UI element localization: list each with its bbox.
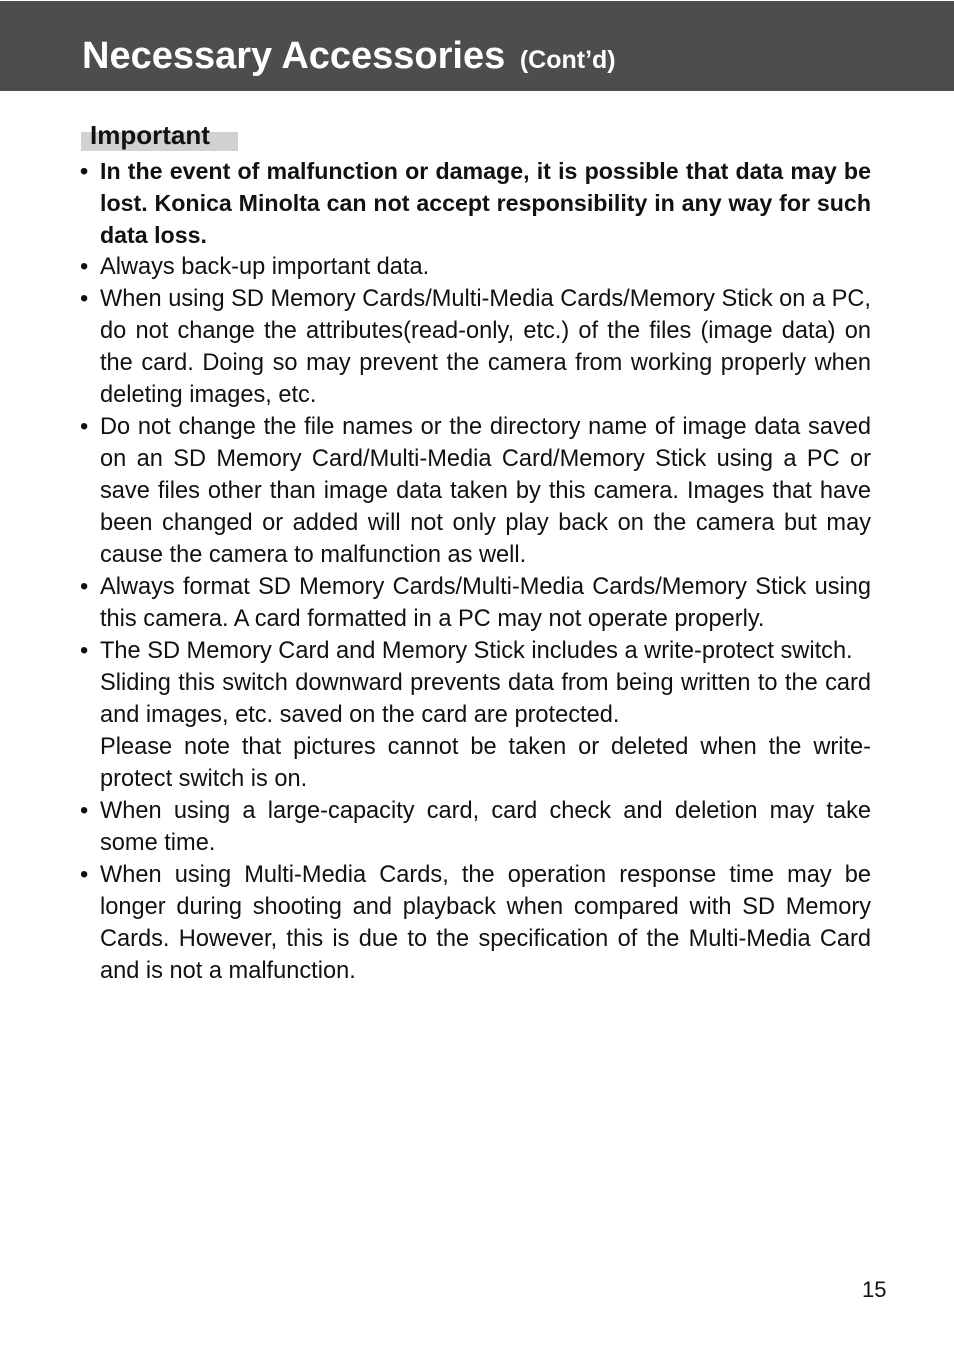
important-heading: Important	[81, 120, 238, 151]
note-text: The SD Memory Card and Memory Stick includes a write-protect switch.	[100, 638, 853, 664]
note-text: Sliding this switch downward prevents data from being written to the card and images, etc. saved on the card are protected.	[100, 670, 871, 728]
note-text: When using SD Memory Cards/Multi-Media Cards/Memory Stick on a PC, do not change the attributes(read-only, etc.) of the files (image data) on the card. Doing so may prevent the camera from working properly when deleting images, etc.	[100, 286, 871, 408]
bullet-icon: •	[80, 574, 89, 600]
note-text: Do not change the file names or the directory name of image data saved on an SD Memory Card/Multi-Media Card/Memory Stick using a PC or save files other than image data taken by this camera. Images that have been changed or added will not only play back on the camera but may cause the camera to malfunction as well.	[100, 414, 871, 568]
note-item	[80, 635, 871, 795]
page-title	[82, 33, 616, 83]
bullet-icon: •	[80, 862, 89, 888]
note-text: When using Multi-Media Cards, the operation response time may be longer during shooting and playback when compared with SD Memory Cards. However, this is due to the specification of the Multi-Media Card and is not a malfunction.	[100, 862, 871, 984]
page-title-text: Necessary Accessories	[82, 35, 506, 77]
bullet-icon: •	[80, 798, 89, 824]
note-item	[80, 571, 871, 635]
note-item	[80, 283, 871, 411]
bullet-icon: •	[80, 638, 89, 664]
bullet-icon: •	[80, 158, 89, 184]
note-text: Always format SD Memory Cards/Multi-Media Cards/Memory Stick using this camera. A card formatted in a PC may not operate properly.	[100, 574, 871, 632]
page-title-suffix: (Cont’d)	[519, 46, 616, 74]
bullet-icon: •	[80, 414, 89, 440]
note-item	[80, 411, 871, 571]
bullet-icon: •	[80, 286, 89, 312]
important-notes-list	[80, 155, 871, 987]
note-item	[80, 251, 871, 283]
bullet-icon: •	[80, 254, 89, 280]
note-text: When using a large-capacity card, card check and deletion may take some time.	[100, 798, 871, 856]
note-item	[80, 795, 871, 859]
header-bar	[0, 1, 954, 91]
note-text: Please note that pictures cannot be taken or deleted when the write-protect switch is on.	[100, 734, 871, 792]
note-text: In the event of malfunction or damage, it is possible that data may be lost. Konica Minolta can not accept responsibility in any way for such data loss.	[100, 158, 871, 248]
note-item	[80, 155, 871, 251]
page-number: 15	[862, 1277, 887, 1302]
note-text: Always back-up important data.	[100, 254, 430, 280]
note-item	[80, 859, 871, 987]
